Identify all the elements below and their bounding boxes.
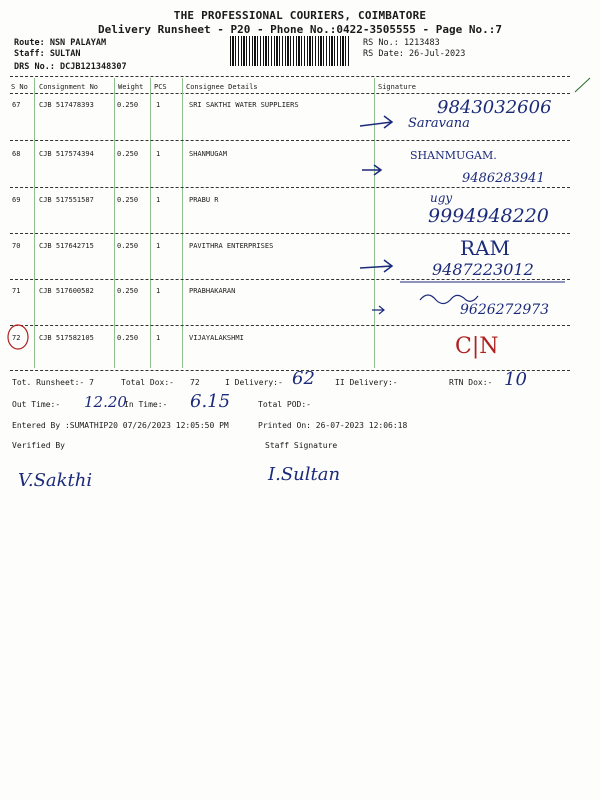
row-pcs: 1: [156, 334, 161, 342]
row-weight: 0.250: [117, 287, 139, 295]
company-name: THE PROFESSIONAL COURIERS, COIMBATORE: [173, 9, 427, 22]
staff-signature: I.Sultan: [268, 464, 341, 485]
row-consignment: CJB 517642715: [39, 242, 94, 250]
arrow-icon: [360, 116, 392, 128]
row-consignment: CJB 517582105: [39, 334, 94, 342]
row-weight: 0.250: [117, 101, 139, 109]
row-signature-initials: ugy: [430, 191, 453, 205]
row-signature: 9487223012: [432, 260, 534, 279]
row-pcs: 1: [156, 287, 161, 295]
route: Route: NSN PALAYAM: [14, 38, 107, 48]
staff: Staff: SULTAN: [14, 49, 81, 59]
row-signature: 9843032606: [437, 97, 552, 118]
row-sno: 71: [12, 287, 21, 295]
row-signature-phone: 9486283941: [462, 171, 545, 186]
tot-runsheet: Tot. Runsheet:- 7: [12, 378, 94, 387]
signature-scribble: [420, 295, 478, 304]
row-signature: C|N: [455, 334, 499, 359]
row-weight: 0.250: [117, 196, 139, 204]
row-sno: 67: [12, 101, 21, 109]
rs-date: RS Date: 26-Jul-2023: [363, 49, 466, 59]
row-consignee: VIJAYALAKSHMI: [189, 334, 244, 342]
row-consignment: CJB 517574394: [39, 150, 94, 158]
col-pcs: PCS: [154, 83, 167, 91]
rtn-dox-value: 10: [504, 369, 527, 390]
row-consignment: CJB 517551587: [39, 196, 94, 204]
col-signature: Signature: [378, 83, 416, 91]
total-dox-label: Total Dox:-: [121, 378, 174, 387]
circle-mark: [8, 325, 28, 349]
row-consignee: PRABU R: [189, 196, 219, 204]
row-weight: 0.250: [117, 334, 139, 342]
row-consignment: CJB 517600582: [39, 287, 94, 295]
col-consignee: Consignee Details: [186, 83, 258, 91]
arrow-icon: [362, 165, 381, 175]
total-pod-label: Total POD:-: [258, 400, 311, 409]
col-weight: Weight: [118, 83, 144, 91]
drs-number: DRS No.: DCJB121348307: [14, 62, 127, 72]
row-signature: 9626272973: [460, 302, 550, 318]
row-consignee: SRI SAKTHI WATER SUPPLIERS: [189, 101, 299, 109]
out-time-label: Out Time:-: [12, 400, 61, 409]
entered-by: Entered By :SUMATHIP20 07/26/2023 12:05:50 PM: [12, 421, 229, 430]
row-sno: 69: [12, 196, 21, 204]
row-weight: 0.250: [117, 150, 139, 158]
i-delivery-label: I Delivery:-: [225, 378, 283, 387]
row-pcs: 1: [156, 101, 161, 109]
runsheet-title: Delivery Runsheet - P20 - Phone No.:0422-3505555 - Page No.:7: [98, 23, 502, 36]
arrow-icon: [360, 260, 392, 272]
verifier-signature: V.Sakthi: [18, 470, 93, 491]
rtn-dox-label: RTN Dox:-: [449, 378, 493, 387]
row-pcs: 1: [156, 150, 161, 158]
verified-by-label: Verified By: [12, 441, 65, 450]
row-consignee: PRABHAKARAN: [189, 287, 236, 295]
row-weight: 0.250: [117, 242, 139, 250]
in-time-label: In Time:-: [124, 400, 168, 409]
col-consignment: Consignment No: [39, 83, 99, 91]
row-sno: 72: [12, 334, 21, 342]
row-pcs: 1: [156, 242, 161, 250]
row-consignment: CJB 517478393: [39, 101, 94, 109]
i-delivery-value: 62: [292, 368, 315, 389]
row-consignee: PAVITHRA ENTERPRISES: [189, 242, 274, 250]
row-sno: 70: [12, 242, 21, 250]
row-consignee: SHANMUGAM: [189, 150, 227, 158]
row-signature: SHANMUGAM.: [410, 149, 497, 162]
in-time-value: 6.15: [190, 391, 231, 412]
arrow-icon: [372, 306, 384, 314]
row-sno: 68: [12, 150, 21, 158]
rs-number: RS No.: 1213483: [363, 38, 440, 48]
row-signature-name: RAM: [460, 236, 510, 260]
total-dox-value: 72: [190, 378, 200, 387]
out-time-value: 12.20: [84, 393, 127, 411]
corner-mark: [575, 78, 590, 92]
row-pcs: 1: [156, 196, 161, 204]
row-signature: 9994948220: [428, 205, 549, 227]
ii-delivery-label: II Delivery:-: [335, 378, 398, 387]
col-sno: S No: [11, 83, 28, 91]
staff-signature-label: Staff Signature: [265, 441, 338, 450]
printed-on: Printed On: 26-07-2023 12:06:18: [258, 421, 408, 430]
row-signature-name: Saravana: [408, 116, 470, 131]
